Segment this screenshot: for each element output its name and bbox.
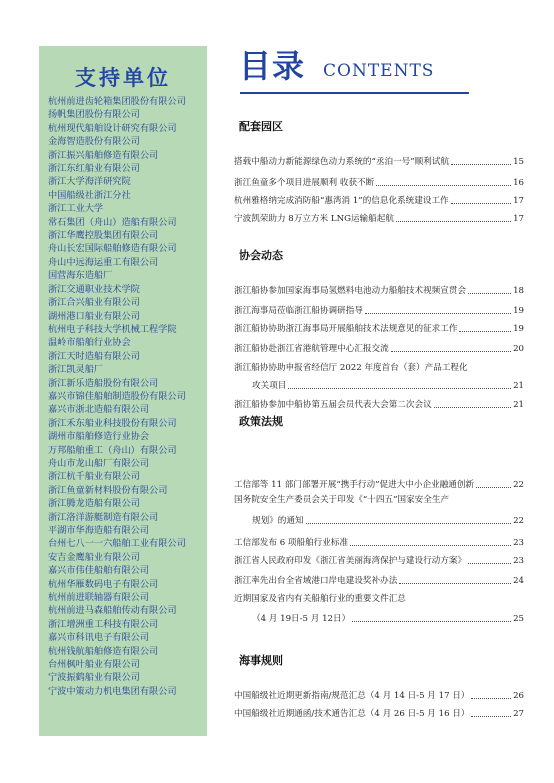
sponsor-item: 温岭市船舶行业协会 [48,337,131,349]
toc-title: 目录 [239,47,306,85]
toc-entry-title: 中国船级社近期更新指南/规范汇总（4 月 14 日-5 月 17 日） [234,691,470,701]
toc-leader-dots [399,583,511,584]
toc-entry[interactable] [234,513,524,526]
toc-page-number: 25 [513,614,524,624]
toc-leader-dots [434,407,511,408]
toc-entry-line1[interactable]: 浙江船协协助申报省经信厅 2022 年度首台（套）产品工程化 [234,363,468,373]
sponsor-item: 杭州钱航船舶修造有限公司 [48,645,159,657]
toc-entry[interactable] [234,321,524,334]
sponsor-item: 中国船级社浙江分社 [48,189,131,201]
sponsor-item: 浙江华鹰控股集团有限公司 [48,230,159,242]
toc-page-number: 27 [513,709,524,719]
toc-entry-title: 工信部发布 6 项船舶行业标准 [234,538,349,548]
sponsor-item: 万邦船舶重工（舟山）有限公司 [48,444,177,456]
sponsor-item: 安吉金鹰船业有限公司 [48,551,140,563]
toc-entry[interactable] [234,611,524,624]
toc-entry[interactable] [234,193,524,206]
sponsor-item: 浙江振兴船舶修造有限公司 [48,149,159,161]
sponsor-item: 浙江鱼童新材料股份有限公司 [48,484,168,496]
toc-page-number: 24 [513,576,524,586]
toc-entry[interactable] [234,378,524,391]
sponsor-item: 浙江洛洋游艇制造有限公司 [48,511,159,523]
toc-entry-title: 中国船级社近期通函/技术通告汇总（4 月 26 日-5 月 16 日） [234,709,470,719]
toc-leader-dots [476,487,511,488]
sponsor-item: 常石集团（舟山）造船有限公司 [48,216,177,228]
toc-entry-title: 浙江船协协助浙江海事局开展船舶技术法规意见的征求工作 [234,324,458,334]
sponsor-item: 台州枫叶船业有限公司 [48,659,140,671]
toc-page-number: 17 [513,214,524,224]
toc-entry-title: 浙江率先出台全省域港口岸电建设奖补办法 [234,576,398,586]
toc-entry-title: 搭载中船动力新能源绿色动力系统的“丞泊一号”顺利试航 [234,157,450,167]
toc-entry-title: 浙江省人民政府印发《浙江省美丽海湾保护与建设行动方案》 [234,556,467,566]
toc-leader-dots [391,351,511,352]
toc-entry[interactable] [234,477,524,490]
toc-divider [240,92,469,94]
toc-entry[interactable] [234,573,524,586]
toc-entry[interactable] [234,175,524,188]
sponsor-item: 浙江东红船业有限公司 [48,163,140,175]
sponsor-item: 浙江天时造船有限公司 [48,350,140,362]
toc-entry-title: 浙江船协参加中船协第五届会员代表大会第二次会议 [234,400,432,410]
sponsor-item: 浙江禾东船业科技股份有限公司 [48,417,177,429]
toc-entry-title: 浙江鱼童多个项目进展顺利 收获不断 [234,178,375,188]
sponsor-item: 杭州前进马森船舶传动有限公司 [48,605,177,617]
sponsor-item: 舟山中远海运重工有限公司 [48,256,159,268]
sponsor-item: 嘉兴市锦佳船舶制造股份有限公司 [48,390,186,402]
toc-entry[interactable] [234,553,524,566]
sponsor-item: 扬帆集团股份有限公司 [48,109,140,121]
sponsor-item: 宁波振鹤船业有限公司 [48,672,140,684]
sponsor-item: 浙江新乐造船股份有限公司 [48,377,159,389]
toc-entry[interactable] [234,535,524,548]
sponsor-item: 浙江大学海洋研究院 [48,176,131,188]
toc-entry[interactable] [234,211,524,224]
toc-page-number: 22 [513,516,524,526]
sponsor-item: 杭州现代船舶设计研究有限公司 [48,122,177,134]
toc-entry-title: 攻关项目 [252,381,287,391]
toc-entry[interactable] [234,706,524,719]
toc-page-number: 17 [513,196,524,206]
toc-entry[interactable] [234,341,524,354]
toc-entry[interactable] [234,688,524,701]
sponsor-item: 杭州电子科技大学机械工程学院 [48,323,177,335]
sponsor-item: 嘉兴市科讯电子有限公司 [48,632,150,644]
sponsor-item: 宁波中策动力机电集团有限公司 [48,685,177,697]
toc-page-number: 21 [513,400,524,410]
sidebar-title: 支持单位 [75,65,171,90]
toc-leader-dots [471,716,511,717]
toc-leader-dots [376,185,511,186]
toc-leader-dots [459,331,511,332]
toc-page-number: 22 [513,480,524,490]
toc-entry-title: （4 月 19日-5 月 12日） [252,614,351,624]
toc-page-number: 26 [513,691,524,701]
toc-leader-dots [451,164,511,165]
sponsor-item: 浙江交通职业技术学院 [48,283,140,295]
sponsor-item: 湖州港口船业有限公司 [48,310,140,322]
toc-entry-title: 浙江海事局莅临浙江船协调研指导 [234,306,363,316]
sponsor-item: 嘉兴市伟佳船舶有限公司 [48,565,150,577]
toc-entry[interactable] [234,154,524,167]
toc-entry-title: 规划》的通知 [252,516,304,526]
toc-section-title: 政策法规 [239,415,283,428]
sponsor-item: 舟山市龙山船厂有限公司 [48,457,150,469]
toc-leader-dots [352,621,511,622]
toc-entry-title: 浙江船协参加国家海事局氢燃料电池动力船舶技术视频宣贯会 [234,286,467,296]
sponsor-item: 金海智造股份有限公司 [48,136,140,148]
toc-section-title: 海事规则 [239,654,283,667]
toc-entry-title: 工信部等 11 部门部署开展“携手行动”促进大中小企业融通创新 [234,480,475,490]
sponsor-item: 浙江工业大学 [48,203,104,215]
sponsor-item: 台州七八一一六船舶工业有限公司 [48,538,186,550]
toc-leader-dots [471,698,511,699]
toc-subtitle: CONTENTS [323,61,435,81]
toc-page-number: 23 [513,538,524,548]
toc-leader-dots [365,313,511,314]
toc-entry-title: 浙江船协赴浙江省港航管理中心汇报交流 [234,344,389,354]
toc-leader-dots [350,545,511,546]
toc-header [239,48,511,90]
toc-entry[interactable] [234,397,524,410]
sponsor-list [48,95,186,698]
sponsor-sidebar [39,46,207,736]
toc-section-title: 协会动态 [239,249,283,262]
toc-entry-line1[interactable]: 国务院安全生产委员会关于印发《“十四五”国家安全生产 [234,495,450,505]
toc-page-number: 15 [513,157,524,167]
toc-entry[interactable] [234,283,524,296]
toc-page-number: 20 [513,344,524,354]
toc-page-number: 18 [513,286,524,296]
sponsor-item: 杭州前进联轴器有限公司 [48,592,150,604]
toc-section-title: 配套园区 [239,120,283,133]
toc-page-number: 16 [513,178,524,188]
sponsor-item: 平湖市华海造船有限公司 [48,525,150,536]
toc-page-number: 19 [513,306,524,316]
toc-leader-dots [468,293,511,294]
sponsor-item: 浙江凯灵船厂 [48,364,104,376]
toc-entry-title: 宁波凯荣助力 8万立方米 LNG运输船起航 [234,214,394,224]
sponsor-item: 湖州市船舶修造行业协会 [48,431,150,443]
sponsor-item: 国营海东造船厂 [48,270,113,282]
sponsor-item: 杭州前进齿轮箱集团股份有限公司 [48,96,186,107]
toc-leader-dots [288,388,511,389]
toc-leader-dots [396,221,511,222]
sponsor-item: 嘉兴市浙北造船有限公司 [48,404,150,416]
sponsor-item: 杭州华雁数码电子有限公司 [48,578,159,590]
sponsor-item: 浙江腾龙造船有限公司 [48,498,140,510]
toc-entry-title: 杭州雅格纳完成消防船“惠湾消 1”的信息化系统建设工作 [234,196,449,206]
toc-leader-dots [468,563,511,564]
toc-leader-dots [306,523,511,524]
toc-page-number: 23 [513,556,524,566]
toc-page-number: 19 [513,324,524,334]
sponsor-item: 舟山长宏国际船舶修造有限公司 [48,243,177,255]
toc-page-number: 21 [513,381,524,391]
toc-entry-line1[interactable]: 近期国家及省内有关船舶行业的重要文件汇总 [234,594,406,604]
sponsor-item: 浙江合兴船业有限公司 [48,297,140,309]
sponsor-item: 浙江增洲重工科技有限公司 [48,618,159,630]
toc-entry[interactable] [234,303,524,316]
toc-leader-dots [451,203,511,204]
sponsor-item: 浙江杭千船业有限公司 [48,471,140,483]
